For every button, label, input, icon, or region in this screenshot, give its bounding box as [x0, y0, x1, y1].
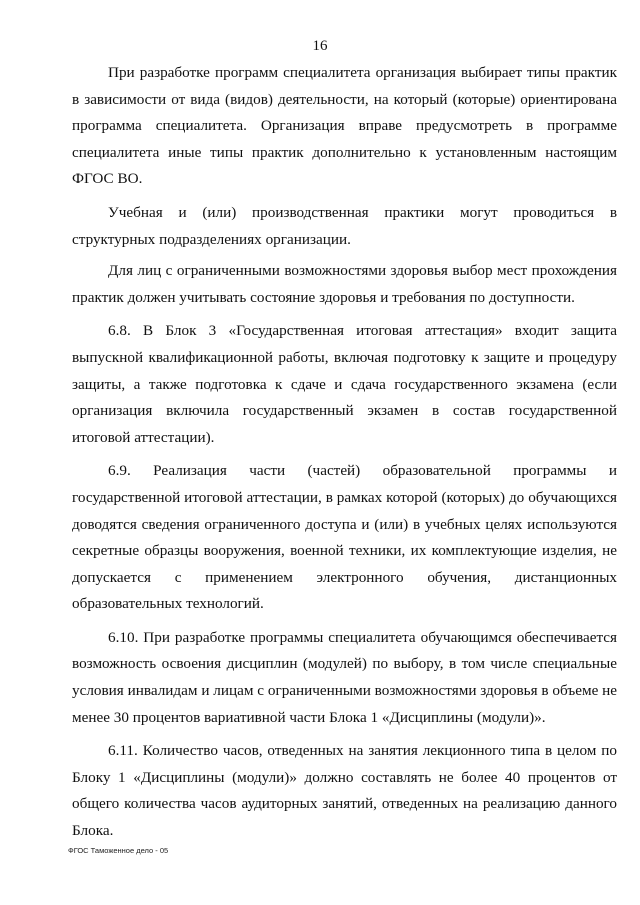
- document-body: [72, 60, 617, 845]
- document-footer: ФГОС Таможенное дело - 05: [68, 846, 169, 855]
- paragraph-practice-location: Учебная и (или) производственная практики могут проводиться в структурных подразделениях организации.: [72, 203, 617, 248]
- paragraph-disability-practice: Для лиц с ограниченными возможностями здоровья выбор мест прохождения практик должен учитывать состояние здоровья и требования по доступности.: [72, 262, 617, 306]
- paragraph-6-10: 6.10. При разработке программы специалитета обучающимся обеспечивается возможность освоения дисциплин (модулей) по выбору, в том числе специальные условия инвалидам и лицам с ограниченными возможностями здоровья в объеме не менее 30 процентов вариативной части Блока 1 «Дисциплины (модули)».: [72, 628, 617, 726]
- paragraph-6-8: 6.8. В Блок 3 «Государственная итоговая аттестация» входит защита выпускной квалификационной работы, включая подготовку к защите и процедуру защиты, а также подготовка к сдаче и сдача государственного экзамена (если организация включила государственный экзамен в состав государственной итоговой аттестации).: [72, 322, 617, 446]
- paragraph-practice-types: При разработке программ специалитета организация выбирает типы практик в зависимости от вида (видов) деятельности, на который (которые) ориентирована программа специалитета. Организация вправе предусмотреть в программе специалитета иные типы практик дополнительно к установленным настоящим ФГОС ВО.: [72, 64, 617, 188]
- paragraph-6-9: 6.9. Реализация части (частей) образовательной программы и государственной итоговой аттестации, в рамках которой (которых) до обучающихся доводятся сведения ограниченного доступа и (или) в учебных целях используются секретные образцы вооружения, военной техники, их комплектующие изделия, не допускается с применением электронного обучения, дистанционных образовательных технологий.: [72, 462, 617, 613]
- page-number: 16: [312, 38, 328, 54]
- paragraph-6-11: 6.11. Количество часов, отведенных на занятия лекционного типа в целом по Блоку 1 «Дисциплины (модули)» должно составлять не более 40 процентов от общего количества часов аудиторных занятий, отведенных на реализацию данного Блока.: [72, 742, 617, 840]
